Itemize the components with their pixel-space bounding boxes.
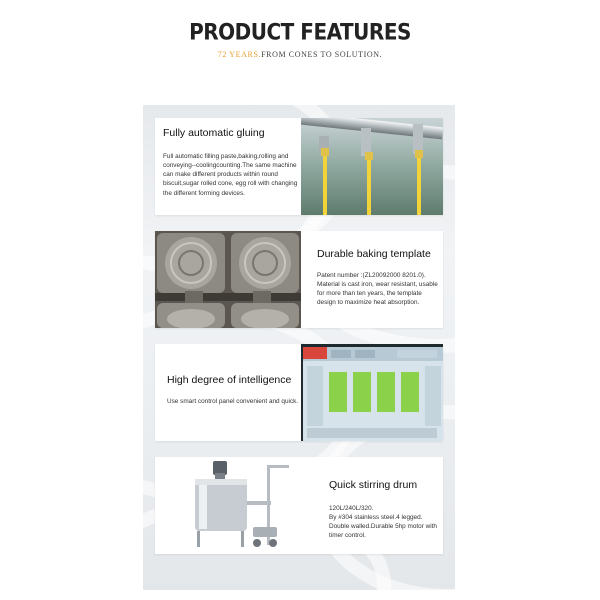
feature-body: 120L/240L/320. By #304 stainless steel.4 legged. Double walled.Durable 5hp motor with timer control. xyxy=(329,504,437,540)
feature-heading: Durable baking template xyxy=(317,248,431,260)
baking-plates-photo xyxy=(155,231,301,328)
feature-heading: Quick stirring drum xyxy=(329,479,418,491)
page-title: PRODUCT FEATURES xyxy=(189,18,411,46)
glue-nozzles-photo xyxy=(301,118,443,215)
header xyxy=(0,20,600,59)
control-panel-screen-photo xyxy=(301,344,443,441)
page-subtitle xyxy=(0,50,600,59)
feature-card-intelligence xyxy=(155,344,443,441)
feature-heading: Fully automatic gluing xyxy=(163,127,265,139)
feature-card-stirring-drum xyxy=(155,457,443,554)
feature-card-gluing xyxy=(155,118,443,215)
stirring-drum-photo xyxy=(155,457,301,554)
feature-body: Use smart control panel convenient and quick. xyxy=(167,397,299,405)
feature-heading: High degree of intelligence xyxy=(167,374,292,386)
feature-body: Full automatic filling paste,baking,rolling and conveying--coolingcounting.The same machine can make different products within round biscuit,sugar rolled cone, egg roll with changing the different forming devices. xyxy=(163,152,298,197)
feature-body: Patent number :(ZL20092000 8201.0). Material is cast iron, wear resistant, usable for more than ten years, the template design to maximize heat absorption. xyxy=(317,271,438,307)
feature-card-baking-template xyxy=(155,231,443,328)
subtitle-accent: 72 YEARS. xyxy=(217,50,262,59)
subtitle-rest: FROM CONES TO SOLUTION. xyxy=(261,50,383,59)
